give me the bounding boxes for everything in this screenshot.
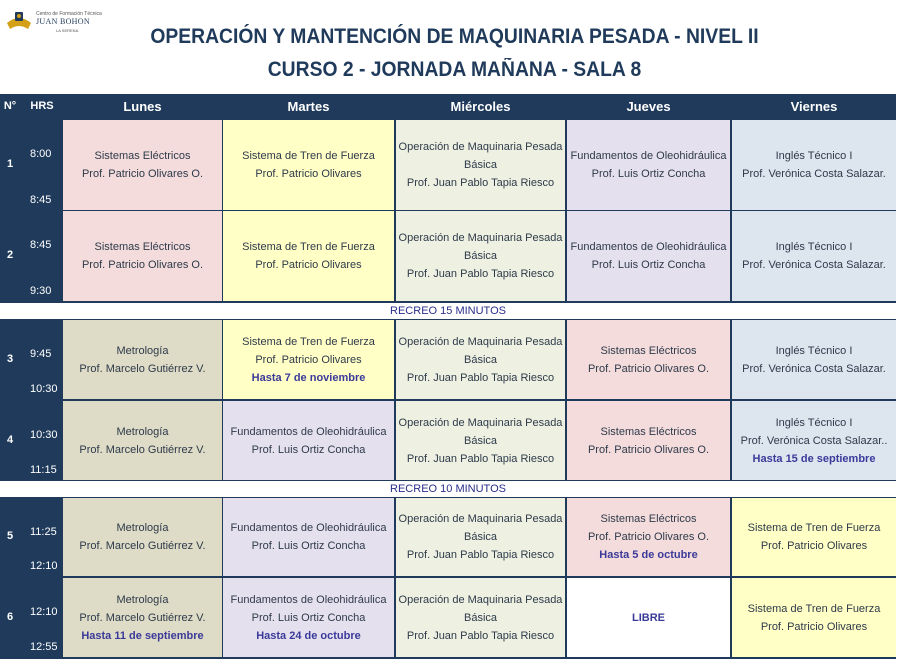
class-cell-martes	[223, 120, 394, 210]
subject-name: Fundamentos de Oleohidráulica	[570, 241, 727, 253]
subject-name: Inglés Técnico I	[775, 344, 853, 357]
end-time: 12:10	[30, 560, 58, 572]
teacher-name: Prof. Patricio Olivares O.	[587, 443, 710, 456]
until-date-note: Hasta 24 de octubre	[256, 629, 361, 642]
teacher-name: Prof. Verónica Costa Salazar..	[740, 434, 888, 447]
subject-name: Operación de Maquinaria Pesada	[398, 513, 563, 525]
subject-name: Metrología	[116, 425, 169, 438]
end-time: 12:55	[30, 641, 58, 653]
break-row-15: RECREO 15 MINUTOS	[0, 303, 896, 319]
start-time: 9:45	[30, 348, 52, 360]
header-num: N°	[3, 100, 17, 112]
row-number: 6	[7, 610, 14, 623]
class-cell-viernes	[732, 401, 896, 480]
class-cell-viernes	[732, 120, 896, 210]
header-martes: Martes	[287, 98, 330, 114]
logo-city: LA SERENA	[56, 28, 79, 33]
teacher-name: Prof. Juan Pablo Tapia Riesco	[406, 268, 555, 280]
subject-name: Operación de Maquinaria Pesada	[398, 335, 563, 348]
teacher-name: Prof. Patricio Olivares O.	[81, 168, 204, 180]
subject-name-cont: Básica	[463, 434, 498, 447]
teacher-name: Prof. Verónica Costa Salazar.	[742, 168, 886, 180]
teacher-name: Prof. Juan Pablo Tapia Riesco	[406, 177, 555, 189]
header-jueves: Jueves	[626, 98, 671, 114]
class-cell-martes	[223, 401, 394, 480]
teacher-name: Prof. Verónica Costa Salazar.	[742, 362, 886, 375]
start-time: 8:45	[30, 239, 52, 251]
class-cell-viernes	[732, 578, 896, 657]
until-date-note: Hasta 11 de septiembre	[81, 629, 204, 642]
class-cell-martes	[223, 211, 394, 301]
teacher-name: Prof. Juan Pablo Tapia Riesco	[406, 549, 555, 561]
until-date-note: Hasta 7 de noviembre	[251, 371, 366, 384]
subject-name: Sistemas Eléctricos	[600, 425, 697, 438]
teacher-name: Prof. Luis Ortiz Concha	[251, 611, 366, 624]
subject-name-cont: Básica	[463, 611, 498, 624]
subject-name: Sistemas Eléctricos	[600, 513, 697, 525]
row-number: 4	[7, 433, 14, 446]
row-number: 5	[7, 530, 14, 542]
class-cell-jueves	[567, 211, 730, 301]
teacher-name: Prof. Marcelo Gutiérrez V.	[79, 362, 206, 375]
start-time: 8:00	[30, 148, 52, 160]
subject-name-cont: Básica	[463, 353, 498, 366]
subject-name: Fundamentos de Oleohidráulica	[230, 593, 387, 606]
teacher-name: Prof. Patricio Olivares O.	[587, 362, 710, 375]
subject-name: Sistema de Tren de Fuerza	[242, 241, 375, 253]
teacher-name: Prof. Marcelo Gutiérrez V.	[79, 540, 206, 552]
subject-name: Sistema de Tren de Fuerza	[747, 522, 881, 534]
row-number: 1	[7, 158, 14, 170]
row-number: 2	[7, 249, 14, 261]
teacher-name: Prof. Luis Ortiz Concha	[591, 168, 706, 180]
teacher-name: Prof. Patricio Olivares	[760, 620, 868, 633]
subject-name: Operación de Maquinaria Pesada	[398, 232, 563, 244]
class-cell-jueves	[567, 320, 730, 399]
class-cell-martes	[223, 578, 394, 657]
class-cell-martes	[223, 320, 394, 399]
subject-name: Sistemas Eléctricos	[600, 344, 697, 357]
subject-name: Fundamentos de Oleohidráulica	[230, 425, 387, 438]
start-time: 11:25	[30, 526, 57, 538]
class-cell-martes	[223, 498, 394, 576]
subject-name: Inglés Técnico I	[775, 241, 853, 253]
teacher-name: Prof. Patricio Olivares	[255, 259, 362, 271]
free-period-label: LIBRE	[632, 611, 665, 624]
header-hrs: HRS	[30, 100, 54, 112]
subject-name: Sistema de Tren de Fuerza	[747, 602, 881, 615]
subject-name: Metrología	[116, 522, 169, 534]
class-cell-viernes	[732, 320, 896, 399]
subject-name: Metrología	[116, 344, 169, 357]
class-cell-jueves	[567, 120, 730, 210]
teacher-name: Prof. Marcelo Gutiérrez V.	[79, 611, 206, 624]
class-cell-miercoles	[396, 120, 565, 210]
class-cell-miercoles	[396, 578, 565, 657]
subject-name-cont: Básica	[463, 531, 498, 543]
teacher-name: Prof. Luis Ortiz Concha	[251, 540, 366, 552]
until-date-note: Hasta 15 de septiembre	[752, 452, 876, 465]
header-viernes: Viernes	[790, 98, 838, 114]
header-lunes: Lunes	[123, 98, 162, 114]
page-subtitle: CURSO 2 - JORNADA MAÑANA - SALA 8	[267, 58, 642, 81]
teacher-name: Prof. Luis Ortiz Concha	[591, 259, 706, 271]
subject-name: Metrología	[116, 593, 169, 606]
subject-name: Sistema de Tren de Fuerza	[242, 335, 375, 348]
start-time: 10:30	[30, 429, 58, 441]
class-cell-viernes	[732, 498, 896, 576]
schedule-table	[0, 94, 896, 659]
subject-name: Inglés Técnico I	[775, 150, 853, 162]
teacher-name: Prof. Patricio Olivares	[760, 540, 868, 552]
teacher-name: Prof. Luis Ortiz Concha	[251, 443, 366, 456]
end-time: 11:15	[30, 464, 57, 476]
class-cell-miercoles	[396, 320, 565, 399]
break-row-10: RECREO 10 MINUTOS	[0, 481, 896, 497]
logo-name: JUAN BOHON	[36, 17, 90, 26]
teacher-name: Prof. Patricio Olivares	[255, 168, 362, 180]
subject-name: Operación de Maquinaria Pesada	[398, 593, 563, 606]
class-cell-jueves	[567, 498, 730, 576]
header-miercoles: Miércoles	[450, 98, 511, 114]
class-cell-lunes	[63, 578, 222, 657]
class-cell-jueves	[567, 578, 730, 657]
teacher-name: Prof. Marcelo Gutiérrez V.	[79, 443, 206, 456]
teacher-name: Prof. Juan Pablo Tapia Riesco	[406, 371, 555, 384]
subject-name: Sistema de Tren de Fuerza	[242, 150, 375, 162]
teacher-name: Prof. Patricio Olivares	[255, 353, 362, 366]
subject-name: Operación de Maquinaria Pesada	[398, 141, 563, 153]
until-date-note: Hasta 5 de octubre	[599, 549, 698, 561]
teacher-name: Prof. Patricio Olivares O.	[81, 259, 204, 271]
subject-name: Fundamentos de Oleohidráulica	[230, 522, 387, 534]
subject-name-cont: Básica	[463, 159, 498, 171]
start-time: 12:10	[30, 606, 58, 618]
subject-name: Fundamentos de Oleohidráulica	[570, 150, 727, 162]
class-cell-viernes	[732, 211, 896, 301]
subject-name: Inglés Técnico I	[775, 416, 853, 429]
class-cell-lunes	[63, 320, 222, 399]
end-time: 9:30	[30, 285, 52, 297]
page-title: OPERACIÓN Y MANTENCIÓN DE MAQUINARIA PESADA - NIVEL II	[150, 25, 759, 48]
class-cell-lunes	[63, 211, 222, 301]
logo-line1: Centro de Formación Técnica	[36, 11, 102, 17]
teacher-name: Prof. Verónica Costa Salazar.	[742, 259, 886, 271]
emblem-icon	[6, 9, 32, 33]
class-cell-miercoles	[396, 401, 565, 480]
teacher-name: Prof. Juan Pablo Tapia Riesco	[406, 452, 555, 465]
row-number: 3	[7, 352, 14, 365]
end-time: 8:45	[30, 194, 52, 206]
class-cell-miercoles	[396, 211, 565, 301]
teacher-name: Prof. Juan Pablo Tapia Riesco	[406, 629, 555, 642]
class-cell-lunes	[63, 498, 222, 576]
teacher-name: Prof. Patricio Olivares O.	[587, 531, 710, 543]
class-cell-miercoles	[396, 498, 565, 576]
subject-name: Operación de Maquinaria Pesada	[398, 416, 563, 429]
subject-name: Sistemas Eléctricos	[94, 150, 191, 162]
class-cell-lunes	[63, 120, 222, 210]
end-time: 10:30	[30, 383, 58, 395]
class-cell-jueves	[567, 401, 730, 480]
subject-name-cont: Básica	[463, 250, 498, 262]
class-cell-lunes	[63, 401, 222, 480]
subject-name: Sistemas Eléctricos	[94, 241, 191, 253]
